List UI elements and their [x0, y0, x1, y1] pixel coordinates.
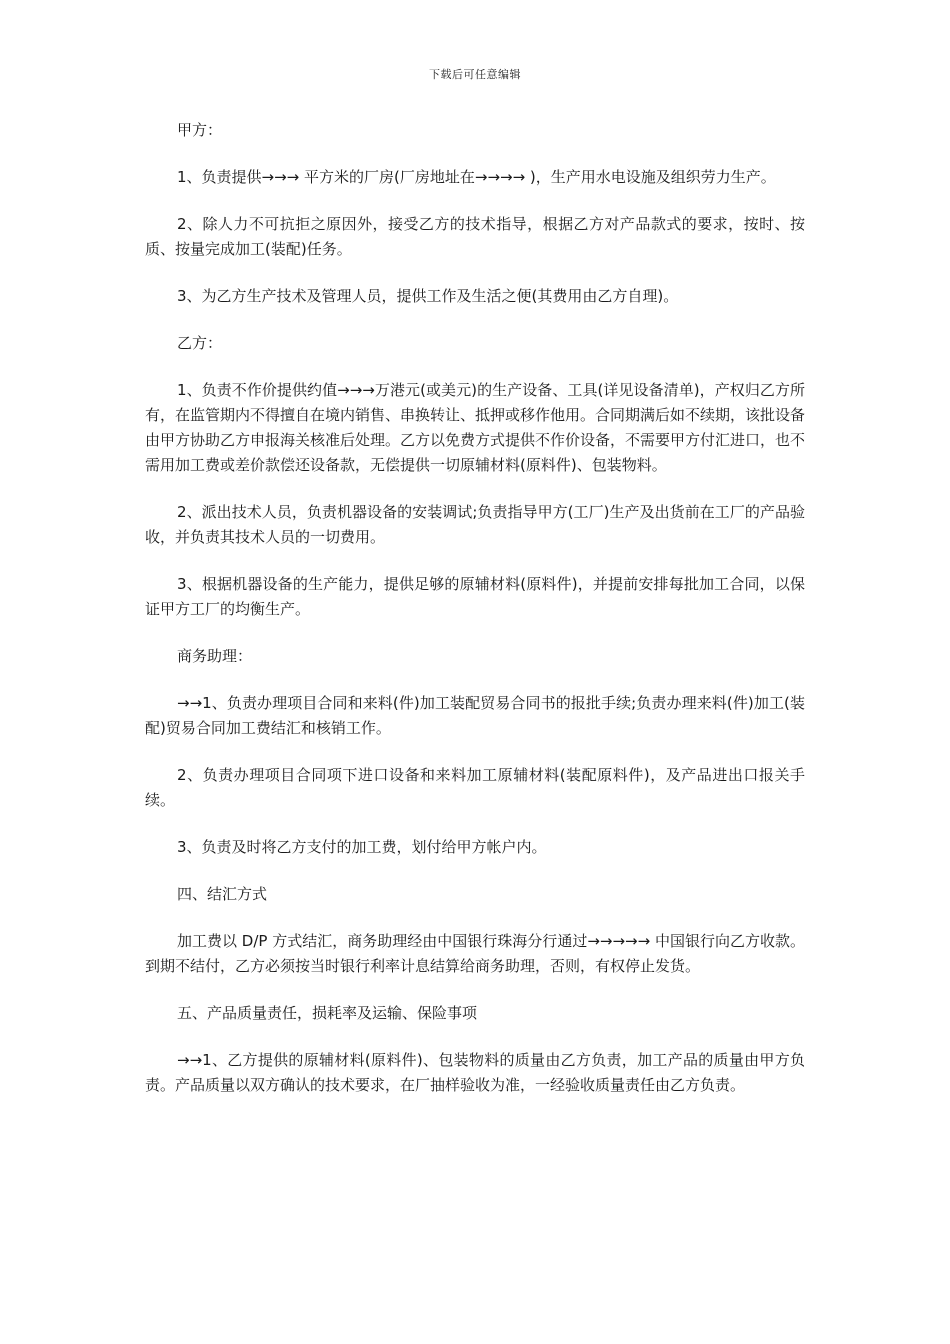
section-heading-party-a: 甲方：	[177, 121, 223, 139]
paragraph: 3、根据机器设备的生产能力，提供足够的原辅材料(原料件)，并提前安排每批加工合同，以保证甲方工厂的均衡生产。	[145, 575, 805, 618]
paragraph: 3、负责及时将乙方支付的加工费，划付给甲方帐户内。	[177, 838, 547, 856]
paragraph: 1、负责不作价提供约值→→→万港元(或美元)的生产设备、工具(详见设备清单)，产权归乙方所有，在监管期内不得擅自在境内销售、串换转让、抵押或移作他用。合同期满后如不续期，该批设备由甲方协助乙方申报海关核准后处理。乙方以免费方式提供不作价设备，不需要甲方付汇进口，也不需用加工费或差价款偿还设备款，无偿提供一切原辅材料(原料件)、包装物料。	[145, 381, 806, 474]
paragraph: 3、为乙方生产技术及管理人员，提供工作及生活之便(其费用由乙方自理)。	[177, 287, 679, 305]
paragraph: 2、除人力不可抗拒之原因外，接受乙方的技术指导，根据乙方对产品款式的要求，按时、按质、按量完成加工(装配)任务。	[145, 215, 805, 258]
document-body	[145, 118, 805, 1120]
paragraph: 1、负责提供→→→ 平方米的厂房(厂房地址在→→→→ )，生产用水电设施及组织劳力生产。	[177, 168, 776, 186]
paragraph: →→1、乙方提供的原辅材料(原料件)、包装物料的质量由乙方负责，加工产品的质量由甲方负责。产品质量以双方确认的技术要求，在厂抽样验收为准，一经验收质量责任由乙方负责。	[145, 1051, 805, 1094]
paragraph: 2、负责办理项目合同项下进口设备和来料加工原辅材料(装配原料件)，及产品进出口报关手续。	[145, 766, 805, 809]
section-heading-business-assistant: 商务助理：	[177, 647, 253, 665]
paragraph: 加工费以 D/P 方式结汇，商务助理经由中国银行珠海分行通过→→→→→ 中国银行向乙方收款。到期不结付，乙方必须按当时银行利率计息结算给商务助理，否则，有权停止发货。	[145, 932, 805, 975]
header-note: 下载后可任意编辑	[429, 68, 521, 81]
section-heading-quality: 五、产品质量责任，损耗率及运输、保险事项	[177, 1004, 478, 1022]
section-heading-party-b: 乙方：	[177, 334, 223, 352]
section-heading-settlement: 四、结汇方式	[177, 885, 268, 903]
paragraph: →→1、负责办理项目合同和来料(件)加工装配贸易合同书的报批手续;负责办理来料(件)加工(装配)贸易合同加工费结汇和核销工作。	[145, 694, 805, 737]
paragraph: 2、派出技术人员，负责机器设备的安装调试;负责指导甲方(工厂)生产及出货前在工厂的产品验收，并负责其技术人员的一切费用。	[145, 503, 805, 546]
